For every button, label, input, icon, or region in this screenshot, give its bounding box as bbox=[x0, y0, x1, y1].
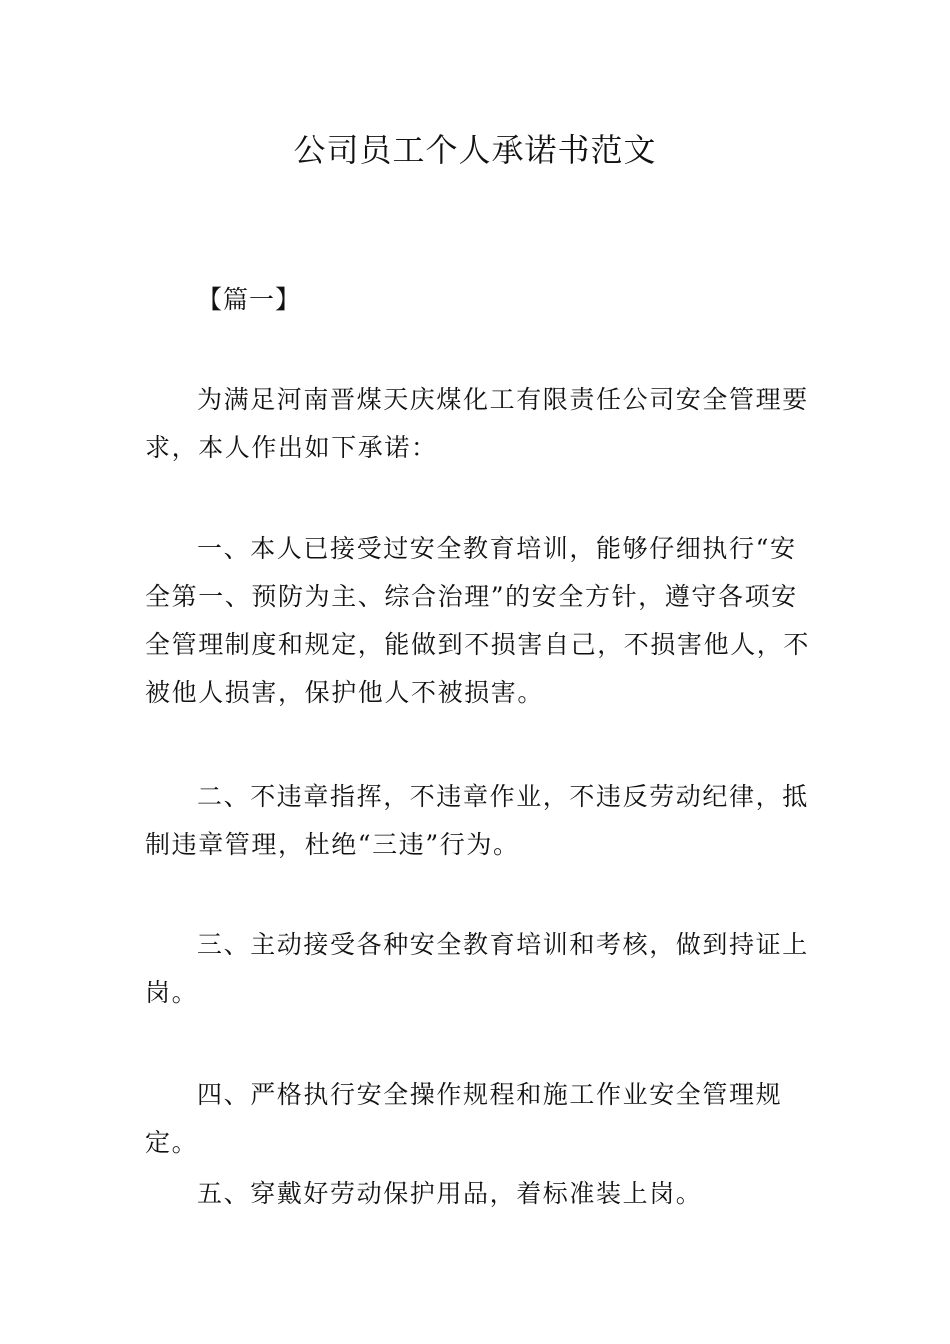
paragraph-item-3: 三、主动接受各种安全教育培训和考核，做到持证上岗。 bbox=[145, 930, 809, 1007]
section-label: 【篇一】 bbox=[197, 285, 302, 314]
paragraph-item-5: 五、穿戴好劳动保护用品，着标准装上岗。 bbox=[197, 1179, 703, 1208]
paragraph-item-1: 一、本人已接受过安全教育培训，能够仔细执行“安全第一、预防为主、综合治理”的安全方针，遵守各项安全管理制度和规定，能做到不损害自己，不损害他人，不被他人损害，保护他人不被损害。 bbox=[145, 534, 811, 707]
paragraph-item-4: 四、严格执行安全操作规程和施工作业安全管理规定。 bbox=[145, 1080, 783, 1157]
paragraph-intro: 为满足河南晋煤天庆煤化工有限责任公司安全管理要求，本人作出如下承诺： bbox=[145, 385, 809, 462]
document-title: 公司员工个人承诺书范文 bbox=[293, 131, 657, 169]
paragraph-item-2: 二、不违章指挥，不违章作业，不违反劳动纪律，抵制违章管理，杜绝“三违”行为。 bbox=[145, 782, 809, 859]
